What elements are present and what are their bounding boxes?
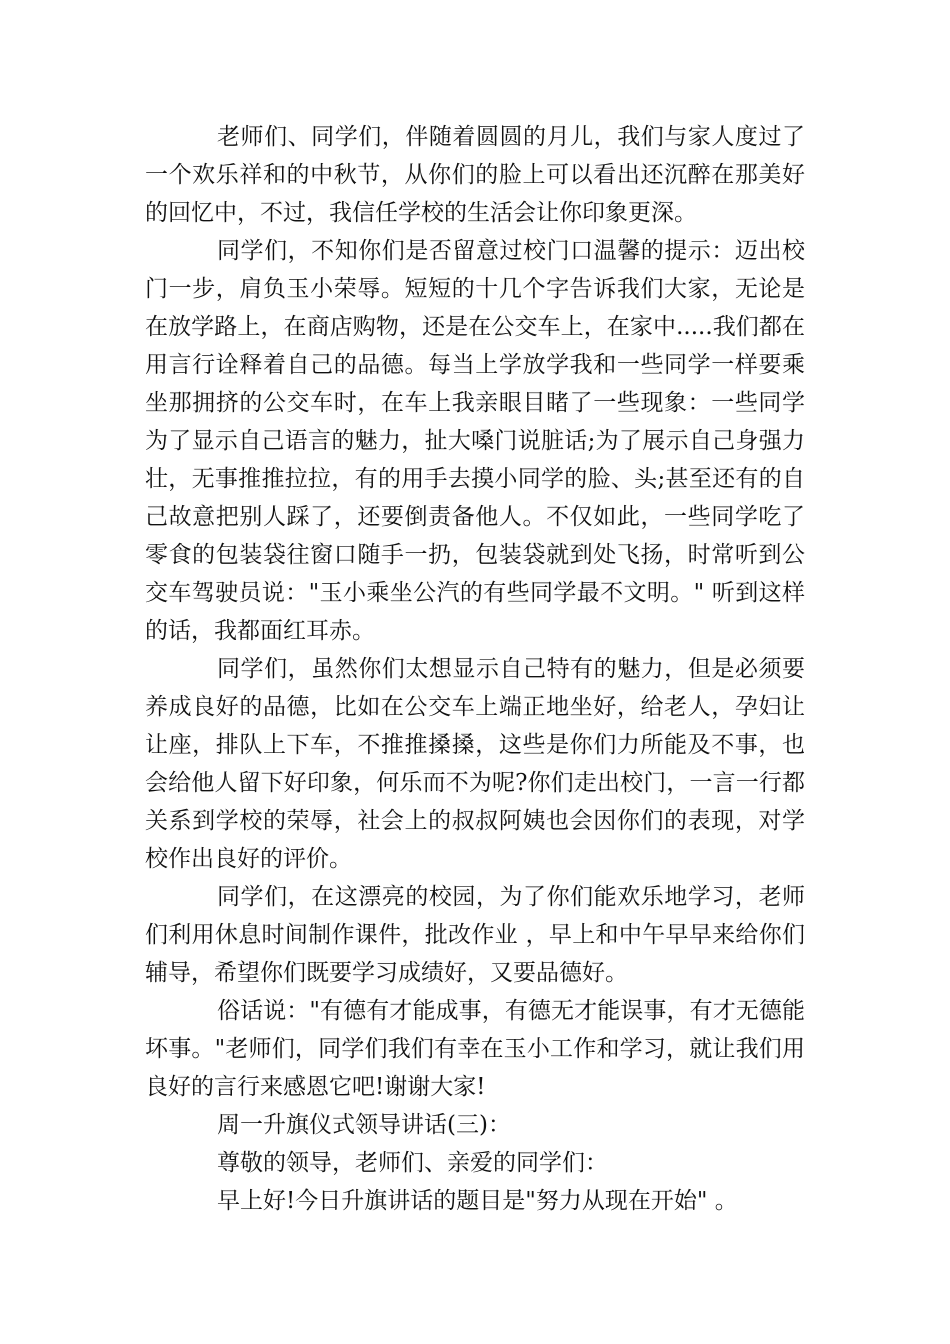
greeting-line: 早上好!今日升旗讲话的题目是"努力从现在开始" 。: [217, 1188, 738, 1214]
paragraph-mid-autumn: 老师们、同学们，伴随着圆圆的月儿，我们与家人度过了一个欢乐祥和的中秋节，从你们的脸上可以看出还沉醉在那美好的回忆中，不过，我信任学校的生活会让你印象更深。: [145, 124, 805, 226]
paragraph-proverb: 俗话说："有德有才能成事，有德无才能误事，有才无德能坏事。"老师们，同学们我们有幸在玉小工作和学习，就让我们用良好的言行来感恩它吧!谢谢大家!: [145, 998, 805, 1100]
document-page: [145, 118, 805, 1220]
paragraph-good-conduct: 同学们，虽然你们太想显示自己特有的魅力，但是必须要养成良好的品德，比如在公交车上端正地坐好，给老人，孕妇让让座，排队上下车，不推推搡搡，这些是你们力所能及不事，也会给他人留下好印象，何乐而不为呢?你们走出校门，一言一行都关系到学校的荣辱，社会上的叔叔阿姨也会因你们的表现，对学校作出良好的评价。: [145, 656, 805, 872]
paragraph-school-gate: 同学们，不知你们是否留意过校门口温馨的提示：迈出校门一步，肩负玉小荣辱。短短的十几个字告诉我们大家，无论是在放学路上，在商店购物，还是在公交车上，在家中.....我们都在用言行诠释着自己的品德。每当上学放学我和一些同学一样要乘坐那拥挤的公交车时，在车上我亲眼目睹了一些现象：一些同学为了显示自己语言的魅力，扯大嗓门说脏话;为了展示自己身强力壮，无事推推拉拉，有的用手去摸小同学的脸、头;甚至还有的自己故意把别人踩了，还要倒责备他人。不仅如此，一些同学吃了零食的包装袋往窗口随手一扔，包装袋就到处飞扬，时常听到公交车驾驶员说："玉小乘坐公汽的有些同学最不文明。" 听到这样的话，我都面红耳赤。: [145, 238, 805, 644]
paragraph-teachers: 同学们，在这漂亮的校园，为了你们能欢乐地学习，老师们利用休息时间制作课件，批改作业 ，早上和中午早早来给你们辅导，希望你们既要学习成绩好，又要品德好。: [145, 884, 805, 986]
salutation: 尊敬的领导，老师们、亲爱的同学们：: [217, 1150, 608, 1176]
section-heading: 周一升旗仪式领导讲话(三)：: [217, 1112, 511, 1138]
